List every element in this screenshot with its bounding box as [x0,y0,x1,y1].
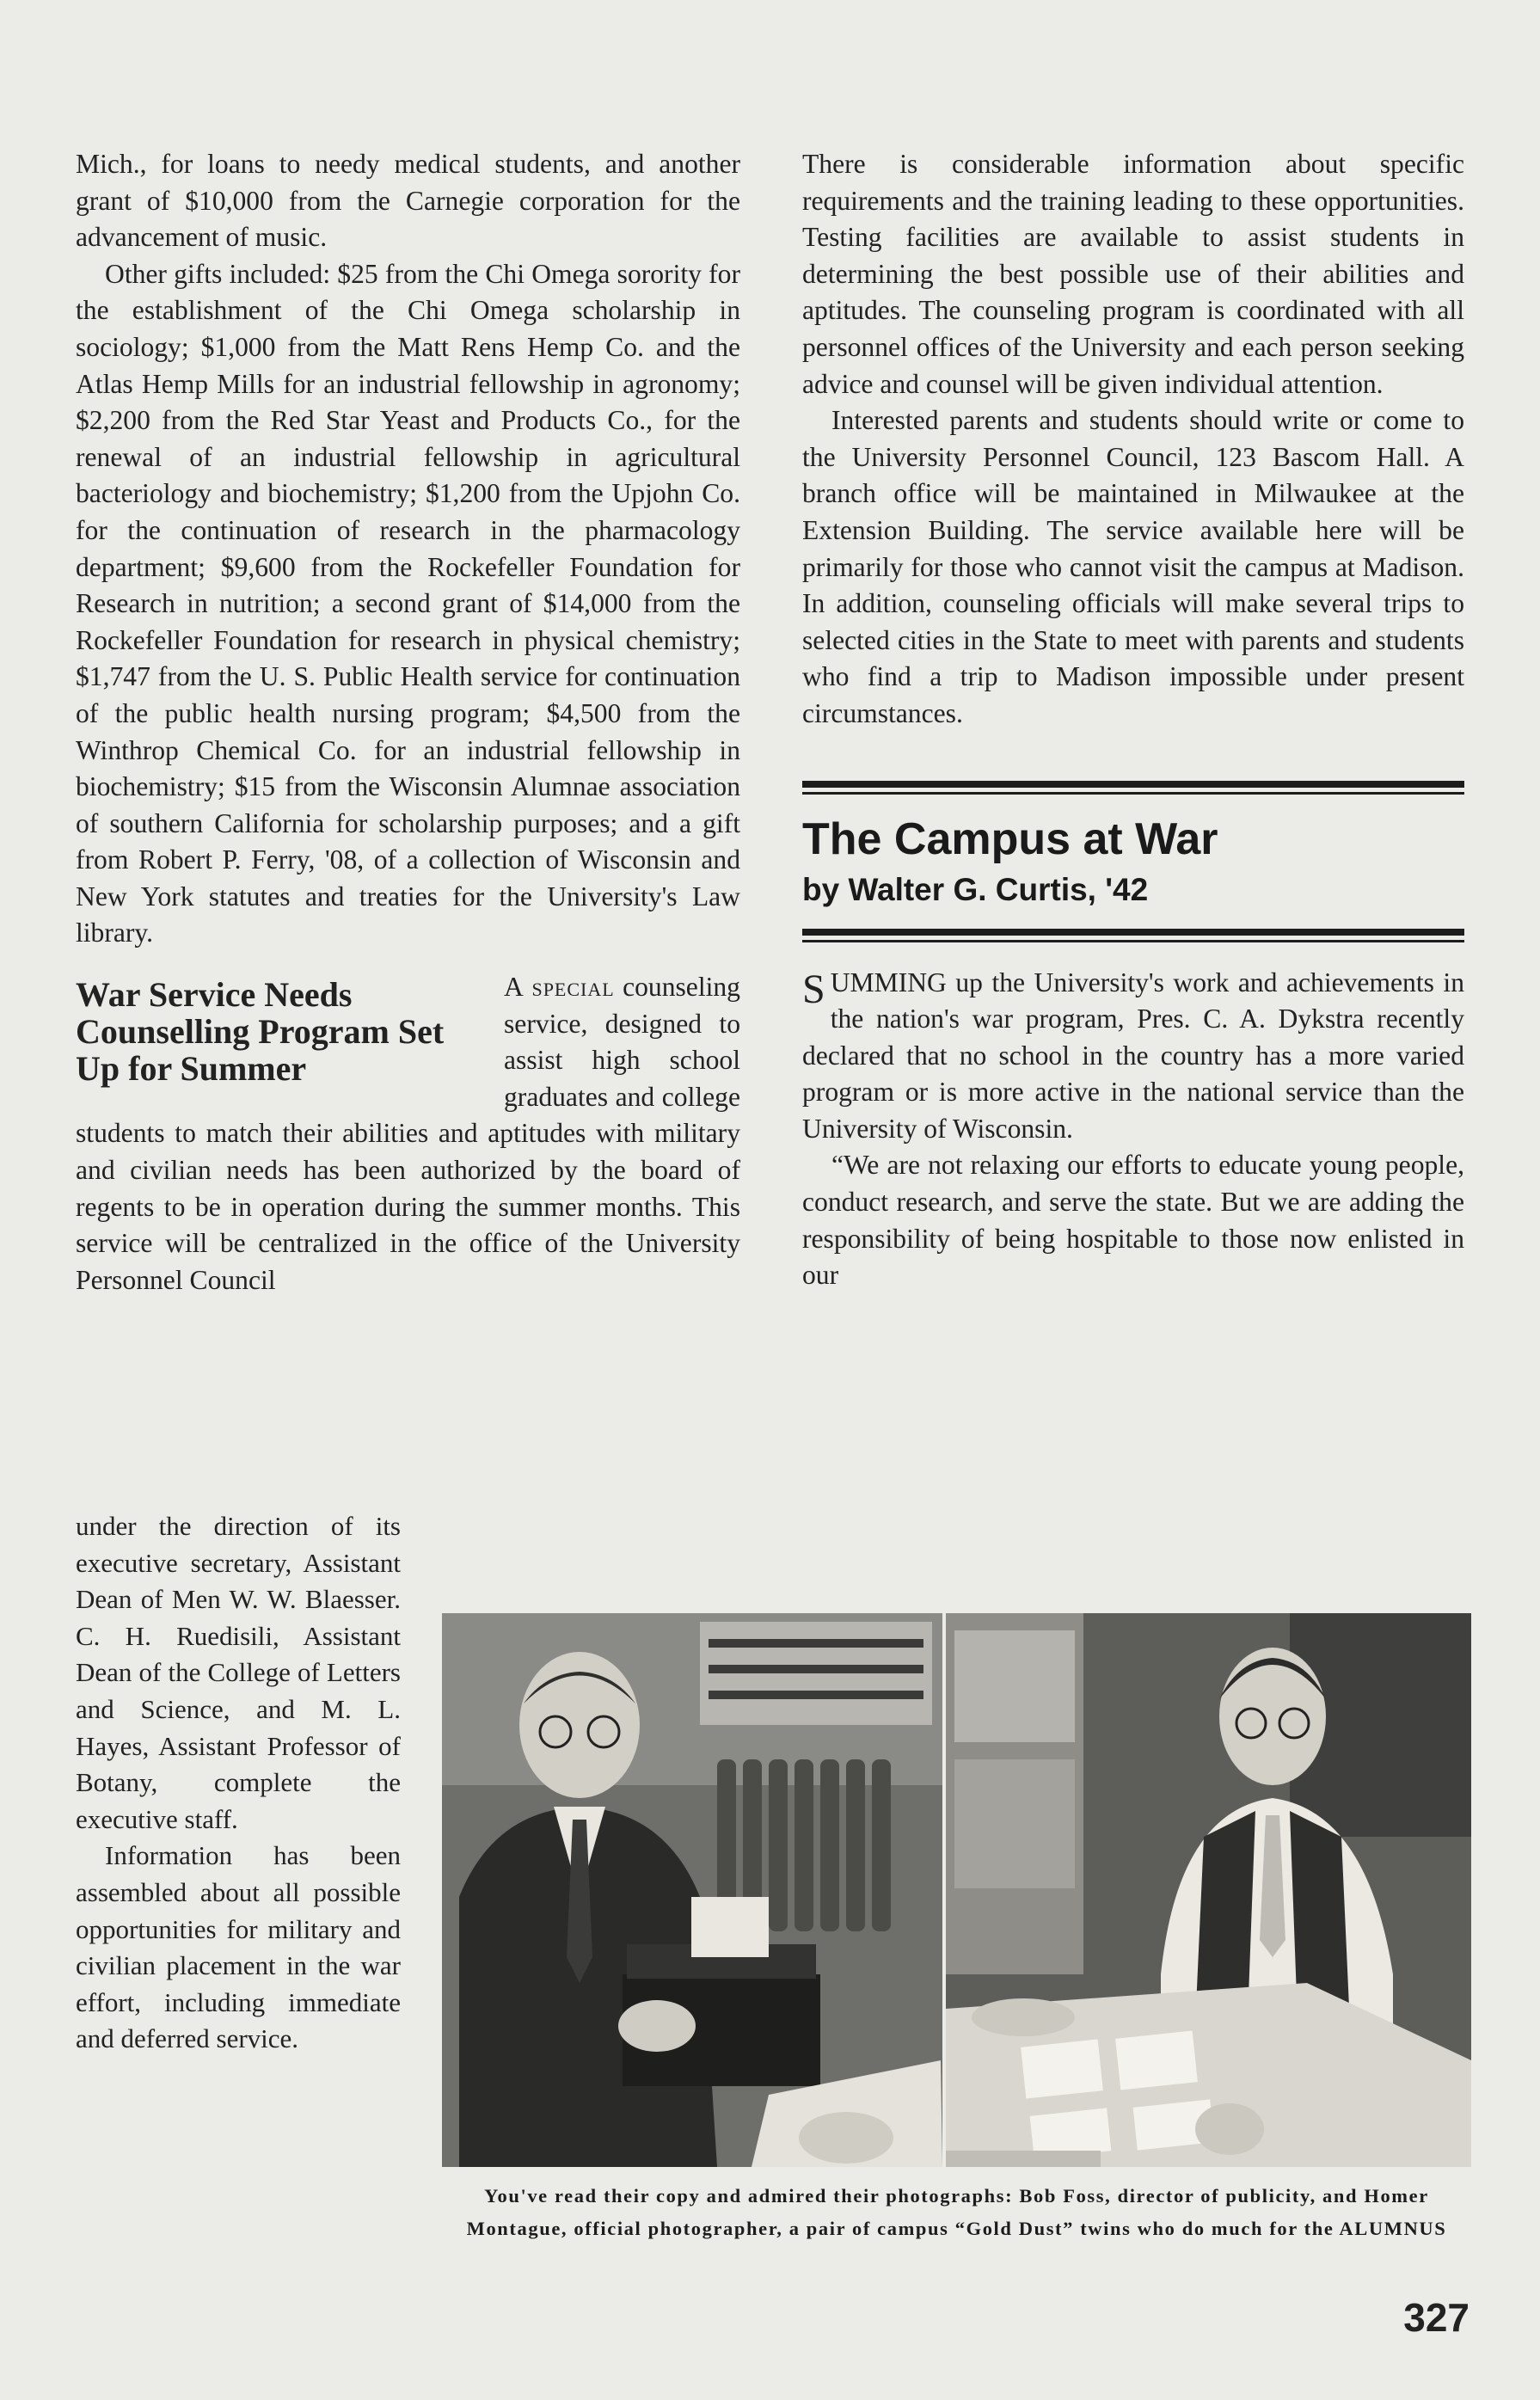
left-column [76,146,740,1298]
gifts-paragraph-2: Other gifts included: $25 from the Chi Omega sorority for the establishment of the Chi Omega scholarship in sociology; $1,000 from the Matt Rens Hemp Co. and the Atlas Hemp Mills for an industrial fellowship in agronomy; $2,200 from the Red Star Yeast and Products Co., for the renewal of an industrial fellowship in agricultural bacteriology and biochemistry; $1,200 from the Upjohn Co. for the continuation of research in the pharmacology department; $9,600 from the Rockefeller Foundation for Research in nutrition; a second grant of $14,000 from the Rockefeller Foundation for research in physical chemistry; $1,747 from the U. S. Public Health service for continuation of the public health nursing program; $4,500 from the Winthrop Chemical Co. for an industrial fellowship in biochemistry; $15 from the Wisconsin Alumnae association of southern California for scholarship purposes; and a gift from Robert P. Ferry, '08, of a collection of Wisconsin and New York statutes and treaties for the University's Law library. [76,258,740,948]
news-body-text: counseling service, designed to assist high school graduates and college students to match their abilities and aptitudes with military and civilian needs has been authorized by the board of regents to be in operation during the summer months. This service will be centralized in the office of the University Personnel Council [76,972,740,1295]
top-rule-thick [802,781,1464,788]
feature-byline: by Walter G. Curtis, '42 [802,871,1149,907]
feature-paragraph-1-text: UMMING up the University's work and achievements in the nation's war program, Pres. C. A. Dykstra recently declared that no school in the country has a more varied program or is more active in the national service than the University of Wisconsin. [802,967,1464,1144]
photo-bob-foss [442,1613,942,2167]
news-lead-smallcaps: A special [504,972,615,1003]
counsel-paragraph-2: Interested parents and students should write or come to the University Personnel Council, 123 Bascom Hall. A branch office will be maintained in Milwaukee at the Extension Building. The service available here will be primarily for those who cannot visit the campus at Madison. In addition, counseling officials will make several trips to selected cities in the State to meet with parents and students who find a trip to Madison impossible under present circumstances. [802,405,1464,728]
photo-caption: You've read their copy and admired their photographs: Bob Foss, director of publicity, and Homer Montague, official photographer, a pair of campus “Gold Dust” twins who do much for the ALUMNUS [466,2185,1447,2239]
narrow-column [76,1508,401,2058]
feature-title: The Campus at War [802,813,1218,864]
photo-block [442,1613,1471,2167]
drop-cap: S [802,966,825,1012]
feature-paragraph-2: “We are not relaxing our efforts to educate young people, conduct research, and serve the state. But we are adding the responsibility of being hospitable to those now enlisted in our [802,1150,1464,1291]
bottom-rule-thick [802,929,1464,936]
narrow-paragraph-2: Information has been assembled about all possible opportunities for military and civilian placement in the war effort, including immediate and deferred service. [76,1840,401,2054]
narrow-paragraph-1: under the direction of its executive secretary, Assistant Dean of Men W. W. Blaesser. C. H. Ruedisili, Assistant Dean of the College of Letters and Science, and M. L. Hayes, Assistant Professor of Botany, complete the executive staff. [76,1511,401,1834]
news-headline: War Service Needs Counselling Program Set Up for Summer [76,975,445,1089]
news-item [76,969,740,1298]
feature-paragraph-1 [802,965,1464,1148]
feature-body [802,965,1464,1294]
gifts-paragraph-1: Mich., for loans to needy medical students, and another grant of $10,000 from the Carnegie corporation for the advancement of music. [76,149,740,253]
feature-header [802,781,1464,942]
page-number: 327 [1403,2295,1469,2340]
top-rule-thin [802,792,1464,795]
photo-homer-montague [946,1613,1471,2167]
right-column [802,146,1464,1294]
counsel-paragraph-1: There is considerable information about specific requirements and the training leading to these opportunities. Testing facilities are available to assist students in determining the best possible use of their abilities and aptitudes. The counseling program is coordinated with all personnel offices of the University and each person seeking advice and counsel will be given individual attention. [802,149,1464,399]
bottom-rule-thin [802,940,1464,942]
